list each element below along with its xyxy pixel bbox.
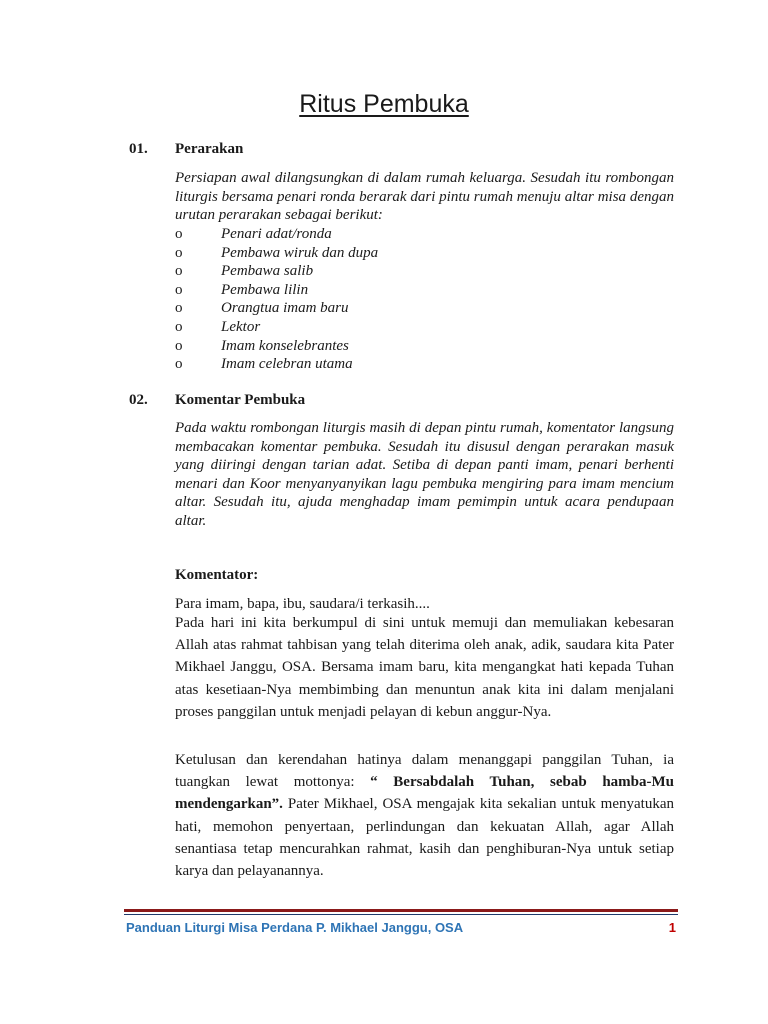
list-item: o Lektor [175, 318, 261, 335]
footer-divider [124, 909, 678, 912]
commentator-label: Komentator: [175, 567, 259, 583]
bullet-icon: o [175, 300, 183, 317]
section-number: 02. [129, 392, 148, 408]
commentary-paragraph-2: Ketulusan dan kerendahan hatinya dalam menanggapi panggilan Tuhan, ia tuangkan lewat mottonya: “ Bersabdalah Tuhan, sebab hamba-Mu mendengarkan”. Pater Mikhael, OSA mengajak kita sekalian untuk menyatukan hati, memohon penyertaan, perlindungan dan kekuatan Allah, agar Allah senantiasa tetap mencurahkan rahmat, kasih dan penghiburan-Nya untuk setiap karya dan pelayanannya. [175, 752, 675, 880]
komentar-paragraph: Pada waktu rombongan liturgis masih di depan pintu rumah, komentator langsung membacakan komentar pembuka. Sesudah itu disusul dengan perarakan masuk yang diiringi dengan tarian adat. Setiba di depan panti imam, penari berhenti menari dan Koor menyanyanyikan lagu pembuka mengiring para imam mencium altar. Sesudah itu, ajuda menghadap imam pemimpin untuk acara pendupaan altar. [175, 420, 674, 529]
page-number: 1 [668, 920, 676, 935]
list-item: o Pembawa wiruk dan dupa [175, 244, 379, 261]
list-item: o Imam celebran utama [175, 356, 353, 373]
bullet-icon: o [175, 263, 183, 280]
footer-divider-thin [124, 914, 678, 915]
list-item: o Pembawa salib [175, 263, 314, 280]
list-item: o Pembawa lilin [175, 281, 309, 298]
section-number: 01. [129, 141, 148, 157]
section-title: Komentar Pembuka [175, 392, 306, 408]
section-title: Perarakan [175, 141, 244, 157]
bullet-icon: o [175, 226, 183, 242]
procession-list [175, 225, 378, 374]
section-heading-komentar [129, 392, 305, 409]
footer-text: Panduan Liturgi Misa Perdana P. Mikhael Janggu, OSA [126, 920, 464, 935]
bullet-icon: o [175, 356, 183, 373]
bullet-icon: o [175, 318, 183, 335]
motto-text: “ Bersabdalah Tuhan, sebab hamba-Mu mendengarkan”. [175, 774, 675, 813]
greeting-text: Para imam, bapa, ibu, saudara/i terkasih.... [175, 596, 430, 612]
commentary-paragraph-1: Pada hari ini kita berkumpul di sini untuk memuji dan memuliakan kebesaran Allah atas rahmat tahbisan yang telah diterima oleh anak, adik, saudara kita Pater Mikhael Janggu, OSA. Bersama imam baru, kita mengangkat hati kepada Tuhan atas kesetiaan-Nya membimbing dan menuntun anak kita ini dalam menjalani proses panggilan untuk menjadi pelayan di kebun anggur-Nya. [175, 615, 674, 720]
page-footer [126, 920, 676, 935]
perarakan-paragraph: Persiapan awal dilangsungkan di dalam rumah keluarga. Sesudah itu rombongan liturgis bersama penari ronda berarak dari pintu rumah menuju altar misa dengan urutan perarakan sebagai berikut: [175, 170, 674, 224]
list-item: o Penari adat/ronda [175, 226, 332, 242]
page-title: Ritus Pembuka [299, 90, 469, 118]
bullet-icon: o [175, 244, 183, 261]
list-item: o Orangtua imam baru [175, 300, 349, 317]
bullet-icon: o [175, 281, 183, 298]
bullet-icon: o [175, 337, 183, 354]
list-item: o Imam konselebrantes [175, 337, 349, 354]
section-heading-perarakan [129, 141, 243, 158]
